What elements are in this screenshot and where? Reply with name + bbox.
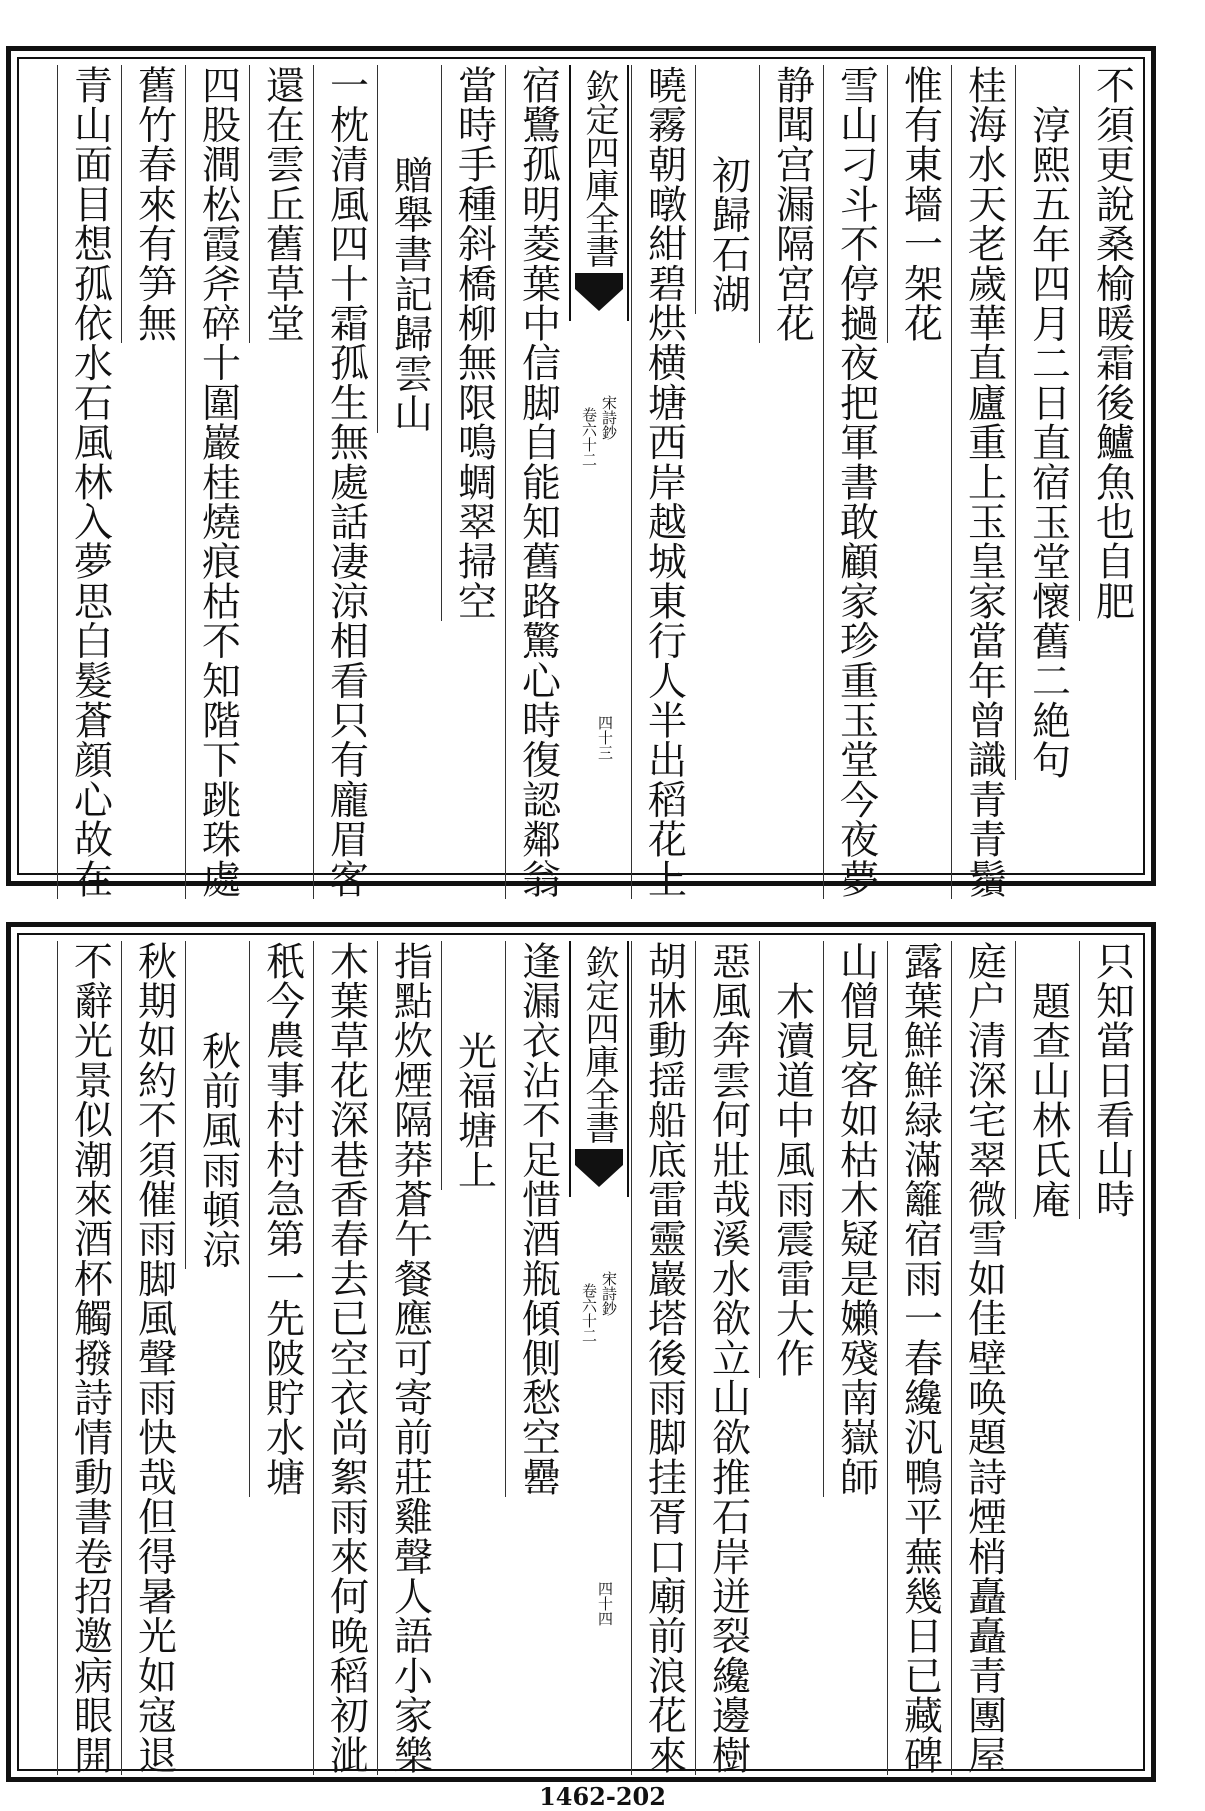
column-text: 曉霧朝暾紺碧烘横塘西岸越城東行人半出稻花上 <box>641 65 687 899</box>
column-text: 當時手種斜橋柳無限鳴蜩翠掃空 <box>451 65 497 621</box>
gutter-book: 宋詩鈔 <box>600 1271 618 1316</box>
column-text: 胡牀動揺船底雷靈巖塔後雨脚挂胥口廟前浪花來 <box>641 941 687 1775</box>
page-number-footer: 1462-202 <box>539 1782 666 1811</box>
text-column <box>951 65 1015 899</box>
column-text: 庭户清深宅翠微雪如佳壁唤題詩煙梢矗矗青團屋 <box>961 941 1007 1775</box>
poem-title: 秋前風雨頓涼 <box>195 1031 241 1270</box>
top-page <box>6 46 1156 899</box>
text-column <box>185 941 249 1269</box>
column-text: 木葉草花深巷香春去已空衣尚絮雨來何晚稻初泚 <box>323 941 369 1775</box>
column-text: 不須更說桑榆暖霜後鱸魚也自肥 <box>1089 65 1135 621</box>
poem-title: 木瀆道中風雨震雷大作 <box>769 981 815 1378</box>
text-column <box>377 941 441 1775</box>
text-column <box>505 65 569 899</box>
column-text: 惡風奔雲何壯哉溪水欲立山欲推石岸迸裂纔邊樹 <box>705 941 751 1775</box>
column-text: 露葉鮮鮮緑滿籬宿雨一春纔汎鴨平蕪幾日已藏碑 <box>897 941 943 1775</box>
text-column <box>57 941 121 1775</box>
text-column <box>759 65 823 343</box>
text-column <box>631 941 695 1775</box>
text-column <box>695 65 759 314</box>
center-gutter <box>569 65 629 760</box>
text-column <box>695 941 759 1775</box>
gutter-page: 四十四 <box>596 1581 614 1626</box>
gutter-title: 欽定四庫全書 <box>579 945 619 1143</box>
column-text: 指點炊煙隔莽蒼午餐應可寄前莊雞聲人語小家樂 <box>387 941 433 1775</box>
poem-title: 贈舉書記歸雲山 <box>387 155 433 433</box>
text-column <box>377 65 441 433</box>
column-text: 静聞宫漏隔宮花 <box>769 65 815 343</box>
gutter-book: 宋詩鈔 <box>600 395 618 440</box>
column-text: 不辭光景似潮來酒杯觸撥詩情動書卷招邀病眼開 <box>67 941 113 1775</box>
bottom-page <box>6 922 1156 1782</box>
text-column <box>759 941 823 1378</box>
poem-title: 光福塘上 <box>451 1031 497 1190</box>
text-column <box>249 65 313 343</box>
column-text: 青山面目想孤依水石風林入夢思白髮蒼顔心故在 <box>67 65 113 899</box>
text-column <box>313 65 377 899</box>
poem-title: 淳熙五年四月二日直宿玉堂懷舊二絶句 <box>1025 105 1071 780</box>
fish-tail-mark <box>572 273 626 315</box>
column-text: 一枕清風四十霜孤生無處話凄涼相看只有龐眉客 <box>323 65 369 899</box>
text-column <box>121 65 185 343</box>
text-column <box>121 941 185 1775</box>
column-text: 還在雲丘舊草堂 <box>259 65 305 343</box>
gutter-page: 四十三 <box>596 715 614 760</box>
text-column <box>313 941 377 1775</box>
gutter-volume: 卷六十二 <box>580 407 598 467</box>
fish-tail-mark <box>572 1149 626 1191</box>
column-text: 四股澗松霞斧碎十圍巖桂燒痕枯不知階下跳珠處 <box>195 65 241 899</box>
text-column <box>887 65 951 343</box>
column-text: 宿鷺孤明菱葉中信脚自能知舊路驚心時復認鄰翁 <box>515 65 561 899</box>
column-text: 山僧見客如枯木疑是嬾殘南嶽師 <box>833 941 879 1497</box>
text-column <box>1015 65 1079 780</box>
column-text: 雪山刁斗不停撾夜把軍書敢顧家珍重玉堂今夜夢 <box>833 65 879 899</box>
text-column <box>951 941 1015 1775</box>
text-column <box>631 65 695 899</box>
text-column <box>441 941 505 1190</box>
gutter-volume: 卷六十二 <box>580 1283 598 1343</box>
gutter-title: 欽定四庫全書 <box>579 69 619 267</box>
text-column <box>1015 941 1079 1219</box>
text-column <box>505 941 569 1497</box>
text-column <box>1079 941 1143 1219</box>
column-text: 舊竹春來有笋無 <box>131 65 177 343</box>
text-column <box>57 65 121 899</box>
text-column <box>441 65 505 621</box>
center-gutter <box>569 941 629 1626</box>
text-column <box>1079 65 1143 621</box>
text-column <box>249 941 313 1497</box>
text-column <box>185 65 249 899</box>
poem-title: 初歸石湖 <box>705 155 751 314</box>
text-column <box>887 941 951 1775</box>
column-text: 逢漏衣沾不足惜酒瓶傾側愁空罍 <box>515 941 561 1497</box>
poem-title: 題查山林氏庵 <box>1025 981 1071 1220</box>
text-column <box>823 65 887 899</box>
column-text: 桂海水天老歲華直廬重上玉皇家當年曾識青青鬚 <box>961 65 1007 899</box>
column-text: 只知當日看山時 <box>1089 941 1135 1219</box>
column-text: 秖今農事村村急第一先陂貯水塘 <box>259 941 305 1497</box>
column-text: 惟有東墻一架花 <box>897 65 943 343</box>
text-column <box>823 941 887 1497</box>
column-text: 秋期如約不須催雨脚風聲雨快哉但得暑光如寇退 <box>131 941 177 1775</box>
